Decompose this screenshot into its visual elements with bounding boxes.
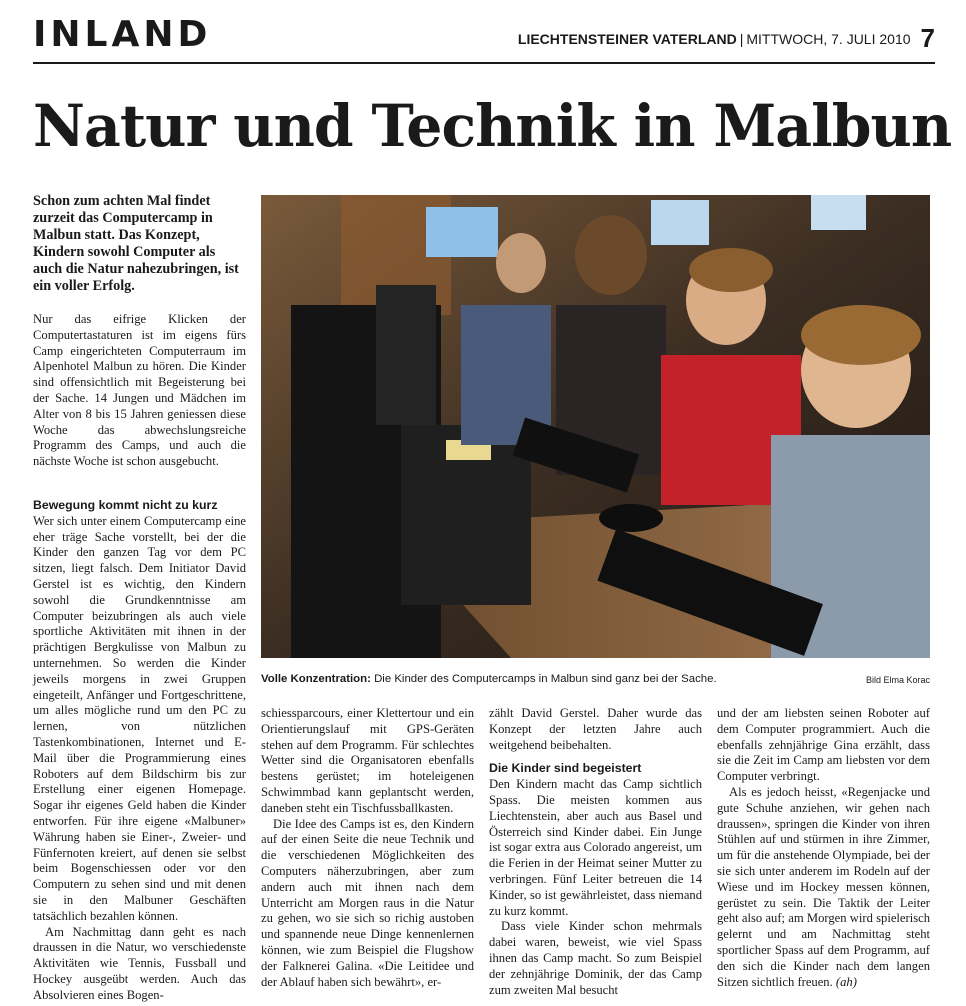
article-paragraph: schiessparcours, einer Klettertour und ein Orientierungslauf mit GPS-Geräten stehen auf dem Programm. Für schlechtes Wetter sind die Organisatoren ebenfalls bestens gerüstet; im hoteleigenen Schwimmbad kann geplantscht werden, daneben steht ein Tischfussballkasten. (261, 706, 474, 815)
caption-text: Die Kinder des Computercamps in Malbun sind ganz bei der Sache. (370, 673, 717, 685)
paragraph-text: Als es jedoch heisst, «Regenjacke und gute Schuhe anziehen, wir gehen nach draussen», springen die Kinder von ihren Stühlen auf und stürmen in ihre Zimmer, um für die anstehende Olympiade, bei der sie sich unter anderem im Rodeln auf der Wiese und im Hockey messen können, gerüstet zu sein. Die Taktik der Leiter geht also auf; am Morgen wird spielerisch gelernt und am Nachmittag steht sportlicher Spass auf dem Programm, auf den sich die Kinder nach dem langen Sitzen sichtlich freuen. (717, 784, 930, 989)
article-column-3 (489, 706, 702, 998)
article-paragraph (717, 785, 930, 990)
lead-paragraph: Schon zum achten Mal findet zurzeit das Computercamp in Malbun statt. Das Konzept, Kindern sowohl Computer als auch die Natur nahezubringen, ist ein voller Erfolg. (33, 193, 239, 294)
article-paragraph: zählt David Gerstel. Daher wurde das Konzept der letzten Jahre auch weitgehend beibehalten. (489, 706, 702, 752)
issue-date: MITTWOCH, 7. JULI 2010 (746, 31, 911, 47)
page-number: 7 (920, 23, 935, 53)
article-paragraph: Wer sich unter einem Computercamp eine eher träge Sache vorstellt, bei der die Kinder den ganzen Tag vor dem PC sitzen, liegt falsch. Dem Initiator David Gerstel ist es wichtig, den Kindern sowohl die Grundkenntnisse am Computer beizubringen als auch viele sportliche Aktivitäten mit ihnen in der prächtigen Bergkulisse von Malbun zu unternehmen. So werden die Kinder jeweils morgens in zwei Gruppen eingeteilt, Anfänger und Fortgeschrittene, um alles mögliche rund um den PC zu lernen, von nützlichen Tastenkombinationen, Internet und E-Mail über die Programmierung eines Roboters auf dem Bildschirm bis zur Erstellung einer eigenen Homepage. Sogar ihr eigenes Geld haben die Kinder entworfen. Für ihre eigene «Malbuner» Währung haben sie Einer-, Zweier- und Fünfernoten kreiert, auf denen sie selbst beim Bogenschiessen oder vor den Computern zu sehen sind und mit denen sie in den Malbuner Geschäften tatsächlich bezahlen können. (33, 513, 246, 923)
article-paragraph: Dass viele Kinder schon mehrmals dabei waren, beweist, wie viel Spass ihnen das Camp macht. So zum Beispiel der zehnjährige Dominik, der das Camp zum zweiten Mal besucht (489, 919, 702, 997)
subheading: Bewegung kommt nicht zu kurz (33, 498, 218, 512)
article-column-4 (717, 706, 930, 990)
photo-caption (261, 672, 930, 686)
article-paragraph: Nur das eifrige Klicken der Computertastaturen ist im eigens fürs Camp eingerichteten Computerraum im Alpenhotel Malbun zu hören. Die Kinder sind offensichtlich mit Begeisterung bei der Sache. 14 Jungen und Mädchen im Alter von 8 bis 15 Jahren geniessen diese Woche das abwechslungsreiche Programm des Camps, und auch die nächste Woche ist schon ausgebucht. (33, 312, 246, 469)
page-header (33, 14, 935, 64)
newspaper-name: LIECHTENSTEINER VATERLAND (517, 31, 737, 47)
caption-label: Volle Konzentration: (261, 673, 371, 685)
section-label: INLAND (33, 14, 212, 55)
computer-camp-photo (261, 195, 930, 658)
photo-credit: Bild Elma Korac (865, 675, 930, 685)
article-paragraph: Am Nachmittag dann geht es nach draussen in die Natur, wo verschiedenste Aktivitäten wie Tennis, Fussball und Hockey ausgeübt werden. Auch das Absolvieren eines Bogen- (33, 924, 246, 1002)
article-photo (261, 195, 930, 658)
article-paragraph: Den Kindern macht das Camp sichtlich Spass. Die meisten kommen aus Liechtenstein, aber auch aus Basel und Österreich sind Kinder dabei. Ein Junge ist sogar extra aus Colorado angereist, um die Ferien in der Heimat seiner Mutter zu verbringen. Fünf Leiter betreuen die 14 Kinder, so ist gewährleistet, dass niemand zu kurz kommt. (489, 777, 702, 918)
masthead-separator: | (739, 31, 744, 47)
headline: Natur und Technik in Malbun (33, 92, 952, 160)
masthead (517, 23, 935, 53)
article-paragraph: Die Idee des Camps ist es, den Kindern auf der einen Seite die neue Technik und die verschiedenen Möglichkeiten des Computers näherzubringen, aber zum andern auch mit ihnen nach dem Unterricht am Morgen raus in die Natur zu gehen, wo sie sich so richig austoben und spannende neue Dinge kennenlernen können, wie zum Beispiel die Flugshow der Falknerei Galina. «Die Leitidee und der Ablauf haben sich bewährt», er- (261, 816, 474, 989)
article-column-2 (261, 706, 474, 990)
article-paragraph: und der am liebsten seinen Roboter auf dem Computer programmiert. Auch die ebenfalls zehnjährige Gina erzählt, dass sie die Zeit im Camp am liebsten vor dem Computer verbringt. (717, 706, 930, 784)
subheading: Die Kinder sind begeistert (489, 761, 642, 776)
article-column-1 (33, 312, 246, 470)
article-column-1-cont (33, 490, 246, 1004)
author-signature: (ah) (835, 974, 857, 989)
